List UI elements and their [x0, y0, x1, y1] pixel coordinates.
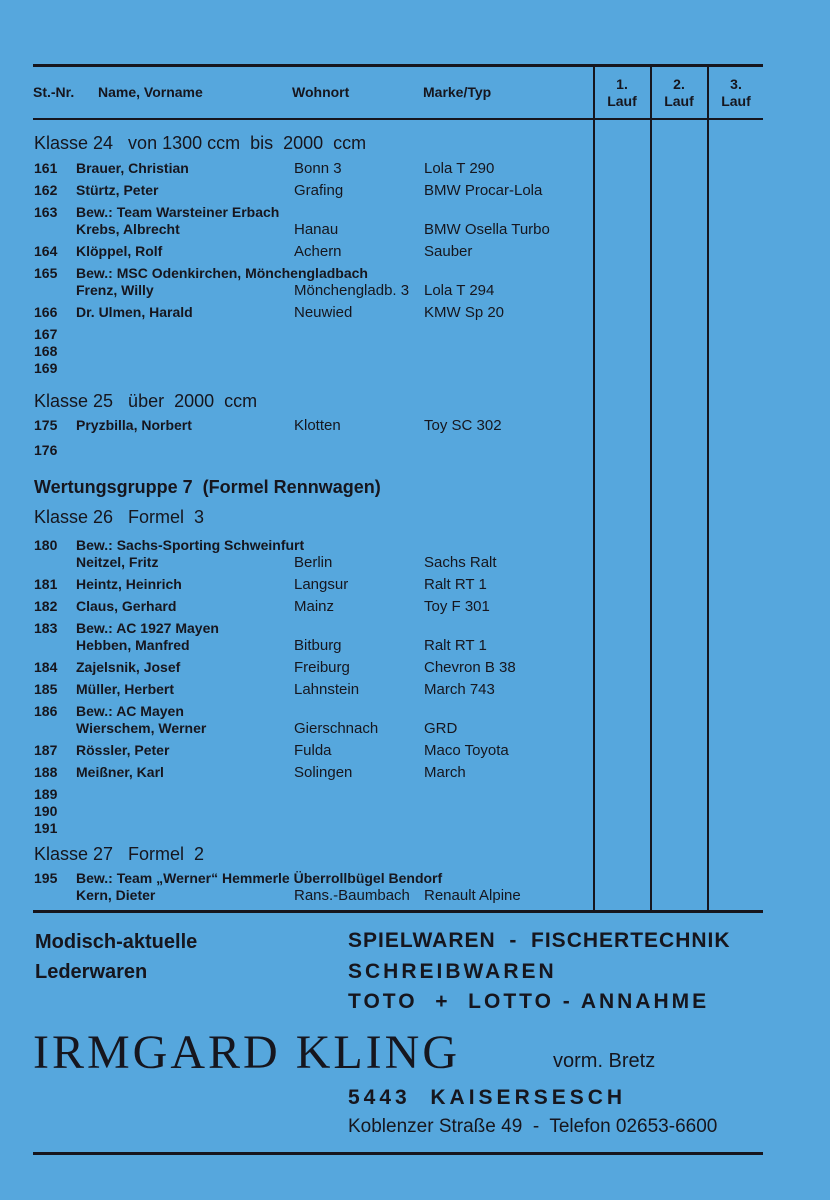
row-ort: Bitburg [294, 637, 342, 654]
row-nr: 187 [34, 742, 58, 758]
row-ort: Hanau [294, 221, 339, 238]
row-marke: Ralt RT 1 [424, 637, 487, 654]
header-marke: Marke/Typ [423, 84, 492, 100]
row-nr: 189 [34, 786, 58, 802]
row-name: Claus, Gerhard [76, 598, 177, 614]
row-marke: Lola T 290 [424, 160, 495, 177]
row-ort: Klotten [294, 417, 341, 434]
row-marke: Toy F 301 [424, 598, 490, 615]
group-heading-7: Wertungsgruppe 7 (Formel Rennwagen) [34, 477, 381, 497]
row-ort: Fulda [294, 742, 332, 759]
row-marke: GRD [424, 720, 458, 737]
row-marke: BMW Procar-Lola [424, 182, 543, 199]
row-nr: 191 [34, 820, 58, 836]
row-ort: Bonn 3 [294, 160, 342, 177]
header-lauf-3 [710, 76, 762, 110]
row-name: Stürtz, Peter [76, 182, 159, 198]
row-nr: 180 [34, 537, 58, 553]
lauf-2-number: 2. [673, 76, 685, 92]
footer-rule [33, 1152, 763, 1155]
row-nr: 183 [34, 620, 58, 636]
row-ort: Achern [294, 243, 342, 260]
row-nr: 175 [34, 417, 58, 433]
row-nr: 169 [34, 360, 58, 376]
lauf-2-label: Lauf [664, 93, 694, 109]
row-nr: 166 [34, 304, 58, 320]
row-name: Brauer, Christian [76, 160, 189, 176]
row-marke: Maco Toyota [424, 742, 509, 759]
row-nr: 195 [34, 870, 58, 886]
row-ort: Neuwied [294, 304, 353, 321]
lauf-3-number: 3. [730, 76, 742, 92]
ad-left-line2: Lederwaren [35, 961, 148, 983]
ad-left-line1: Modisch-aktuelle [35, 931, 198, 953]
row-nr: 164 [34, 243, 58, 259]
row-nr: 185 [34, 681, 58, 697]
row-name: Bew.: Team „Werner“ Hemmerle Überrollbügel Bendorf [76, 870, 443, 886]
row-marke: KMW Sp 20 [424, 304, 505, 321]
row-nr: 188 [34, 764, 58, 780]
row-nr: 168 [34, 343, 58, 359]
row-name: Rössler, Peter [76, 742, 170, 758]
row-ort: Langsur [294, 576, 349, 593]
row-name: Klöppel, Rolf [76, 243, 163, 259]
ad-city: 5443 KAISERSESCH [348, 1086, 627, 1109]
header-lauf-2 [653, 76, 705, 110]
ad-vorm: vorm. Bretz [553, 1050, 656, 1072]
ad-right-line2: SCHREIBWAREN [348, 960, 557, 983]
row-ort: Lahnstein [294, 681, 360, 698]
row-name: Bew.: MSC Odenkirchen, Mönchengladbach [76, 265, 368, 281]
header-wohnort: Wohnort [292, 84, 350, 100]
row-ort: Freiburg [294, 659, 350, 676]
row-marke: Sachs Ralt [424, 554, 497, 571]
row-marke: March [424, 764, 466, 781]
row-marke: Ralt RT 1 [424, 576, 487, 593]
ad-company-name: IRMGARD KLING [33, 1026, 460, 1079]
row-name: Bew.: Sachs-Sporting Schweinfurt [76, 537, 305, 553]
top-rule [33, 64, 763, 67]
row-nr: 181 [34, 576, 58, 592]
row-marke: Sauber [424, 243, 473, 260]
row-name: Hebben, Manfred [76, 637, 190, 653]
ad-right-line3: TOTO + LOTTO - ANNAHME [348, 990, 710, 1013]
row-name: Krebs, Albrecht [76, 221, 180, 237]
class-heading-26: Klasse 26 Formel 3 [34, 507, 205, 527]
row-name: Pryzbilla, Norbert [76, 417, 192, 433]
row-nr: 186 [34, 703, 58, 719]
lauf-column-divider-1 [593, 64, 595, 912]
ad-right-line1: SPIELWAREN - FISCHERTECHNIK [348, 929, 731, 952]
lauf-1-number: 1. [616, 76, 628, 92]
row-marke: Lola T 294 [424, 282, 495, 299]
row-marke: Renault Alpine [424, 887, 521, 904]
row-name: Bew.: AC 1927 Mayen [76, 620, 219, 636]
row-ort: Grafing [294, 182, 344, 199]
bottom-table-rule [33, 910, 763, 913]
lauf-column-divider-3 [707, 64, 709, 912]
row-nr: 161 [34, 160, 58, 176]
row-marke: March 743 [424, 681, 495, 698]
row-nr: 190 [34, 803, 58, 819]
row-ort: Gierschnach [294, 720, 379, 737]
row-nr: 162 [34, 182, 58, 198]
row-ort: Mainz [294, 598, 335, 615]
header-lauf-1 [596, 76, 648, 110]
row-nr: 163 [34, 204, 58, 220]
row-name: Frenz, Willy [76, 282, 154, 298]
row-marke: Chevron B 38 [424, 659, 516, 676]
row-name: Kern, Dieter [76, 887, 156, 903]
class-heading-27: Klasse 27 Formel 2 [34, 844, 205, 864]
row-name: Meißner, Karl [76, 764, 164, 780]
header-rule [33, 118, 763, 120]
row-nr: 165 [34, 265, 58, 281]
row-name: Wierschem, Werner [76, 720, 207, 736]
lauf-1-label: Lauf [607, 93, 637, 109]
row-marke: Toy SC 302 [424, 417, 502, 434]
row-name: Müller, Herbert [76, 681, 175, 697]
lauf-column-divider-2 [650, 64, 652, 912]
row-name: Neitzel, Fritz [76, 554, 159, 570]
row-name: Heintz, Heinrich [76, 576, 182, 592]
row-name: Bew.: AC Mayen [76, 703, 184, 719]
ad-address: Koblenzer Straße 49 - Telefon 02653-6600 [348, 1116, 718, 1137]
lauf-3-label: Lauf [721, 93, 751, 109]
row-nr: 182 [34, 598, 58, 614]
row-nr: 167 [34, 326, 58, 342]
row-ort: Rans.-Baumbach [294, 887, 410, 904]
row-nr: 176 [34, 442, 58, 458]
row-nr: 184 [34, 659, 58, 675]
row-ort: Solingen [294, 764, 353, 781]
row-name: Bew.: Team Warsteiner Erbach [76, 204, 280, 220]
row-marke: BMW Osella Turbo [424, 221, 550, 238]
class-heading-25: Klasse 25 über 2000 ccm [34, 391, 258, 411]
row-ort: Mönchengladb. 3 [294, 282, 410, 299]
header-name: Name, Vorname [98, 84, 203, 100]
row-ort: Berlin [294, 554, 333, 571]
class-heading-24: Klasse 24 von 1300 ccm bis 2000 ccm [34, 133, 367, 153]
row-name: Zajelsnik, Josef [76, 659, 181, 675]
header-stnr: St.-Nr. [33, 84, 75, 100]
row-name: Dr. Ulmen, Harald [76, 304, 193, 320]
